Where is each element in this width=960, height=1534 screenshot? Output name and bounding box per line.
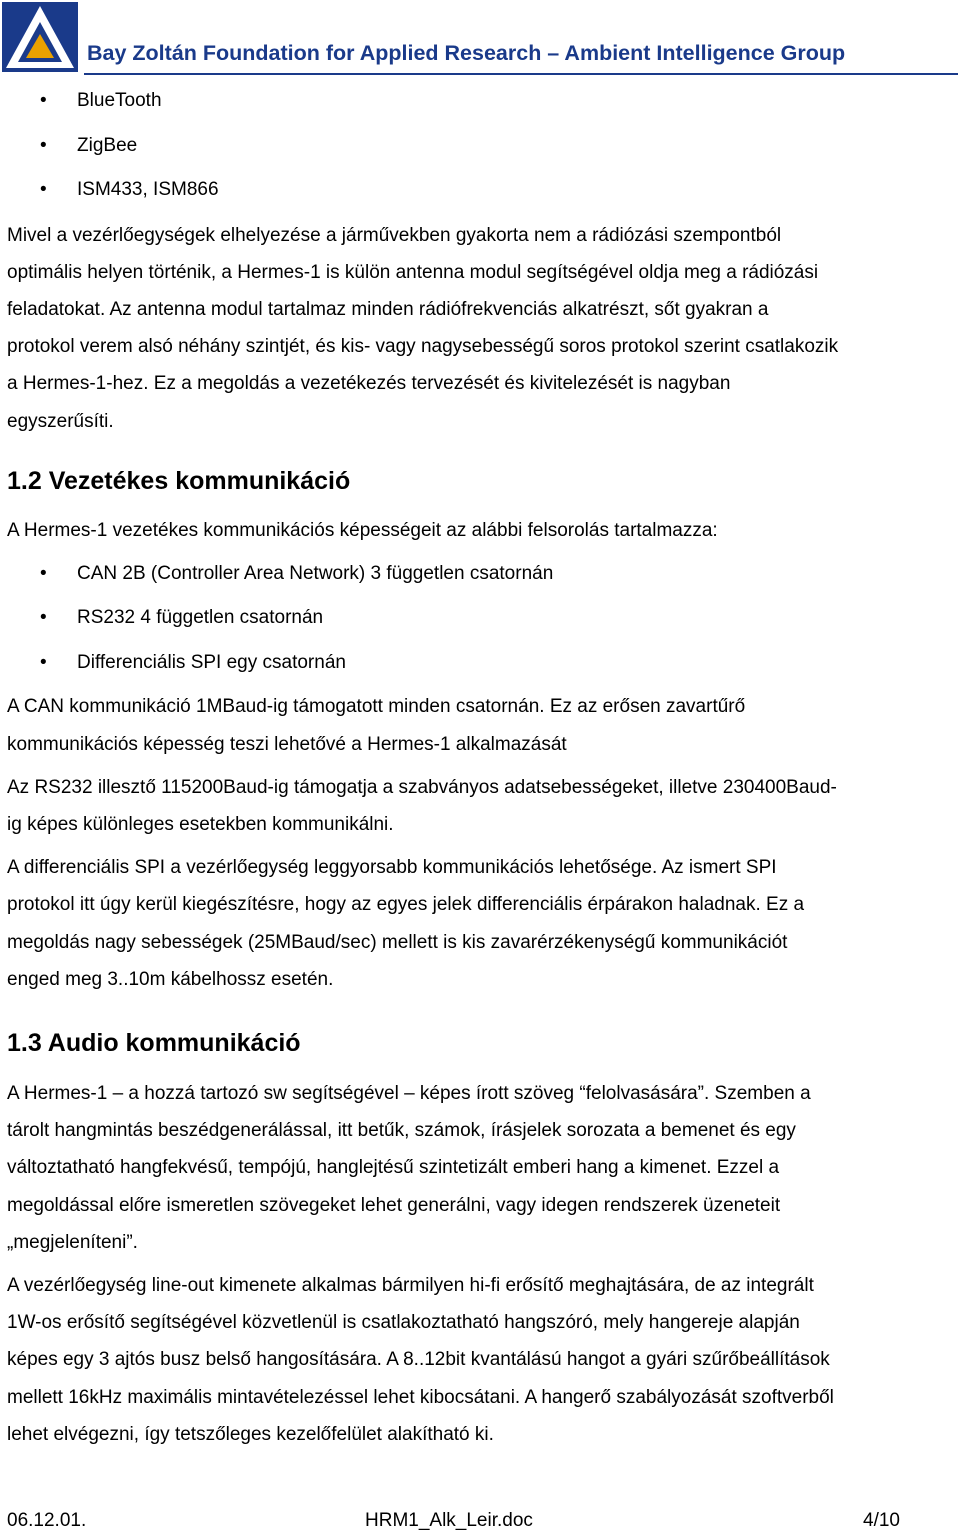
list-item: • BlueTooth xyxy=(7,82,955,127)
list-item: • Differenciális SPI egy csatornán xyxy=(7,644,955,689)
paragraph-rs232: Az RS232 illesztő 115200Baud-ig támogatja a szabványos adatsebességeket, illetve 230400Baud- ig képes különleges esetekben kommunikálni. xyxy=(7,776,837,836)
paragraph-audio-tts: A Hermes-1 – a hozzá tartozó sw segítségével – képes írott szöveg “felolvasására”. Szemben a tárolt hangmintás beszédgenerálással, itt betűk, számok, írásjelek sorozata a bemenet és egy változtatható hangfekvésű, tempójú, hanglejtésű szintetizált emberi hang a kimenet. Ezzel a megoldással előre ismeretlen szövegeket lehet generálni, vagy idegen rendszerek üzeneteit „megjeleníteni”. xyxy=(7,1083,811,1253)
list-item: • RS232 4 független csatornán xyxy=(7,599,955,644)
footer-date: 06.12.01. xyxy=(7,1510,87,1531)
paragraph-antenna: Mivel a vezérlőegységek elhelyezése a járművekben gyakorta nem a rádiózási szempontból optimális helyen történik, a Hermes-1 is külön antenna modul segítségével oldja meg a rádiózási feladatokat. Az antenna modul tartalmaz minden rádiófrekvenciás alkatrészt, sőt gyakran a protokol verem alsó néhány szintjét, és kis- vagy nagysebességű soros protokol szerint csatlakozik a Hermes-1-hez. Ez a megoldás a vezetékezés tervezését és kivitelezését is nagyban egyszerűsíti. xyxy=(7,224,839,432)
paragraph-wired-intro: A Hermes-1 vezetékes kommunikációs képességeit az alábbi felsorolás tartalmazza: xyxy=(7,519,718,541)
footer-page-number: 4/10 xyxy=(863,1510,900,1531)
page-footer xyxy=(7,1509,900,1533)
wired-list xyxy=(7,555,955,689)
list-item: • ISM433, ISM866 xyxy=(7,171,955,216)
section-heading-wired: 1.2 Vezetékes kommunikáció xyxy=(7,466,351,495)
list-item: • CAN 2B (Controller Area Network) 3 független csatornán xyxy=(7,555,955,600)
paragraph-can: A CAN kommunikáció 1MBaud-ig támogatott minden csatornán. Ez az erősen zavartűrő kommunikációs képesség teszi lehetővé a Hermes-1 alkalmazását xyxy=(7,696,746,755)
paragraph-audio-lineout: A vezérlőegység line-out kimenete alkalmas bármilyen hi-fi erősítő meghajtására, de az integrált 1W-os erősítő segítségével közvetlenül is csatlakoztatható hangszóró, mely hangereje alapján képes egy 3 ajtós busz belső hangosítására. A 8..12bit kvantálású hangot a gyári szűrőbeállítások mellett 16kHz maximális mintavételezéssel lehet kibocsátani. A hangerő szabályozását szoftverből lehet elvégezni, így tetszőleges kezelőfelület alakítható ki. xyxy=(7,1275,834,1445)
header-organization: Bay Zoltán Foundation for Applied Research – Ambient Intelligence Group xyxy=(87,41,846,65)
paragraph-spi: A differenciális SPI a vezérlőegység leggyorsabb kommunikációs lehetősége. Az ismert SPI protokol itt úgy kerül kiegészítésre, hogy az egyes jelek differenciális érpárakon haladnak. Ez a megoldás nagy sebességek (25MBaud/sec) mellett is kis zavarérzékenységű kommunikációt enged meg 3..10m kábelhossz esetén. xyxy=(7,857,805,990)
list-item: • ZigBee xyxy=(7,127,955,172)
header-divider xyxy=(84,73,958,75)
wireless-list xyxy=(7,82,955,216)
footer-filename: HRM1_Alk_Leir.doc xyxy=(365,1510,533,1531)
logo-icon xyxy=(2,2,78,72)
section-heading-audio: 1.3 Audio kommunikáció xyxy=(7,1029,301,1058)
document-body xyxy=(7,82,955,1453)
